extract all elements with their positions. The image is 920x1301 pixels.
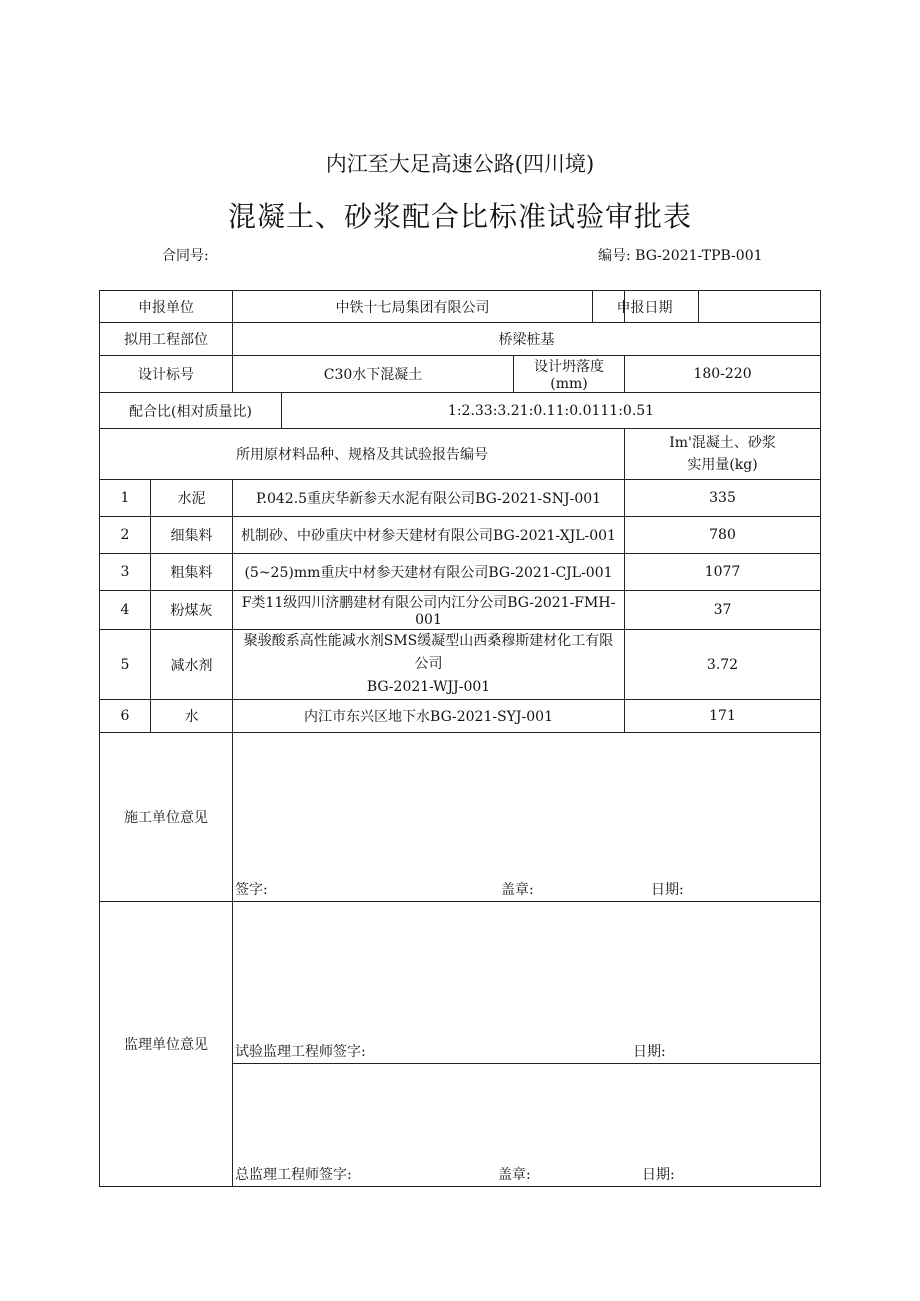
- test-engineer-date: 日期:: [633, 1044, 666, 1060]
- material-no: 3: [100, 554, 151, 591]
- material-no: 2: [100, 517, 151, 554]
- part-row: [100, 323, 821, 356]
- document-number: 编号: BG-2021-TPB-001: [598, 248, 763, 264]
- chief-engineer-sign: 总监理工程师签字:: [235, 1167, 352, 1183]
- approval-form: [99, 290, 820, 1187]
- part-label: 拟用工程部位: [100, 323, 233, 356]
- construction-opinion-label: 施工单位意见: [100, 733, 233, 902]
- supervision-opinion-label: 监理单位意见: [100, 902, 233, 1187]
- material-qty: 1077: [625, 554, 821, 591]
- materials-header-qty-line2: 实用量(kg): [687, 457, 758, 473]
- material-no: 4: [100, 591, 151, 630]
- grade-value: C30水下混凝土: [233, 356, 514, 393]
- material-row: [100, 591, 821, 630]
- material-no: 5: [100, 630, 151, 700]
- grade-label: 设计标号: [100, 356, 233, 393]
- chief-engineer-seal: 盖章:: [498, 1167, 531, 1183]
- construction-opinion-row: [100, 733, 821, 902]
- construction-sign: 签字:: [235, 882, 268, 898]
- ratio-cell: [100, 393, 821, 429]
- material-row: [100, 480, 821, 517]
- material-name: 水: [151, 700, 233, 733]
- material-desc: 内江市东兴区地下水BG-2021-SYJ-001: [233, 700, 625, 733]
- material-no: 6: [100, 700, 151, 733]
- material-name: 细集料: [151, 517, 233, 554]
- material-no: 1: [100, 480, 151, 517]
- material-row: [100, 554, 821, 591]
- material-desc: P.042.5重庆华新参天水泥有限公司BG-2021-SNJ-001: [233, 480, 625, 517]
- material-name: 粗集料: [151, 554, 233, 591]
- materials-header-qty-line1: Im'混凝土、砂浆: [669, 435, 776, 451]
- test-engineer-sign: 试验监理工程师签字:: [235, 1044, 366, 1060]
- applicant-row: [100, 291, 821, 323]
- ratio-value: 1:2.33:3.21:0.11:0.0111:0.51: [447, 402, 655, 419]
- contract-number-label: 合同号:: [162, 248, 209, 264]
- form-title: 混凝土、砂浆配合比标准试验审批表: [227, 200, 692, 233]
- material-qty: 3.72: [625, 630, 821, 700]
- materials-header-desc: 所用原材料品种、规格及其试验报告编号: [100, 429, 625, 480]
- construction-opinion-area: [233, 733, 821, 902]
- materials-header-row: [100, 429, 821, 480]
- ratio-label: 配合比(相对质量比): [100, 393, 282, 428]
- material-row: [100, 700, 821, 733]
- date-value: [699, 291, 820, 322]
- material-desc: 机制砂、中砂重庆中材参天建材有限公司BG-2021-XJL-001: [233, 517, 625, 554]
- date-cells: [616, 291, 821, 323]
- test-engineer-area: [233, 902, 821, 1064]
- material-row: [100, 630, 821, 700]
- slump-value: 180-220: [625, 356, 821, 393]
- material-qty: 37: [625, 591, 821, 630]
- part-value: 桥梁桩基: [233, 323, 821, 356]
- material-name: 水泥: [151, 480, 233, 517]
- material-desc: (5~25)mm重庆中材参天建材有限公司BG-2021-CJL-001: [233, 554, 625, 591]
- approval-table: [99, 290, 821, 1187]
- material-desc-line2: BG-2021-WJJ-001: [366, 679, 491, 695]
- date-label-text: 申报日期: [591, 291, 699, 322]
- material-desc-line1: 聚骏酸系高性能减水剂SMS缓凝型山西桑穆斯建材化工有限公司: [243, 633, 614, 672]
- material-desc: F类11级四川济鹏建材有限公司内江分公司BG-2021-FMH-001: [233, 591, 625, 630]
- grade-row: [100, 356, 821, 393]
- material-qty: 780: [625, 517, 821, 554]
- material-name: 减水剂: [151, 630, 233, 700]
- construction-date: 日期:: [651, 882, 684, 898]
- construction-seal: 盖章:: [501, 882, 534, 898]
- slump-label: 设计坍落度(mm): [514, 356, 625, 393]
- material-desc: [233, 630, 625, 700]
- ratio-row: [100, 393, 821, 429]
- project-title: 内江至大足高速公路(四川境): [325, 152, 595, 176]
- supervision-opinion-row-1: [100, 902, 821, 1064]
- material-name: 粉煤灰: [151, 591, 233, 630]
- chief-engineer-date: 日期:: [642, 1167, 675, 1183]
- material-row: [100, 517, 821, 554]
- applicant-label: 申报单位: [100, 291, 233, 323]
- chief-engineer-area: [233, 1064, 821, 1187]
- applicant-value: 中铁十七局集团有限公司: [233, 291, 593, 323]
- material-qty: 171: [625, 700, 821, 733]
- material-qty: 335: [625, 480, 821, 517]
- materials-header-qty: [625, 429, 821, 480]
